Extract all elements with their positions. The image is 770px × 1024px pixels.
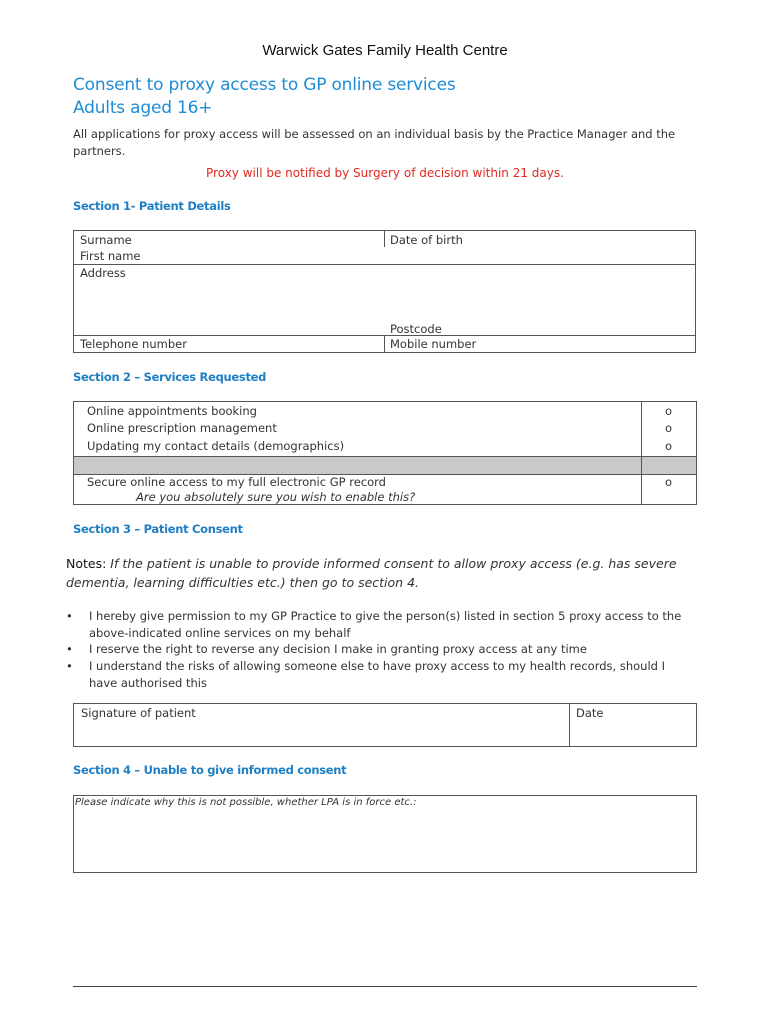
form-subtitle: Adults aged 16+: [73, 98, 213, 118]
reason-prompt: Please indicate why this is not possible, whether LPA is in force etc.:: [75, 797, 417, 808]
col-divider: [384, 231, 385, 247]
section2-heading: Section 2 – Services Requested: [73, 370, 267, 384]
form-title: Consent to proxy access to GP online services: [73, 75, 456, 95]
full-record-confirm: Are you absolutely sure you wish to enable this?: [136, 490, 416, 504]
patient-details-table: [73, 230, 696, 353]
notes-label: Notes:: [66, 556, 107, 571]
address-field[interactable]: Address: [80, 266, 126, 280]
service-appointments: Online appointments booking: [87, 404, 257, 418]
service-full-record-checkbox[interactable]: o: [665, 475, 673, 489]
service-prescriptions-checkbox[interactable]: o: [665, 421, 673, 435]
col-divider: [641, 402, 642, 504]
col-divider: [569, 704, 570, 746]
intro-text: All applications for proxy access will be assessed on an individual basis by the Practice Manager and the partners.: [73, 127, 676, 158]
signature-table: [73, 703, 697, 747]
section3-heading: Section 3 – Patient Consent: [73, 522, 243, 536]
first-name-field[interactable]: First name: [80, 249, 141, 263]
telephone-field[interactable]: Telephone number: [80, 337, 187, 351]
notes-text: If the patient is unable to provide informed consent to allow proxy access (e.g. has severe dementia, learning difficulties etc.) then go to section 4.: [66, 556, 677, 590]
services-table: [73, 401, 697, 505]
dob-field[interactable]: Date of birth: [390, 233, 463, 247]
service-full-record: Secure online access to my full electronic GP record: [87, 475, 386, 489]
consent-notes: [66, 554, 706, 592]
practice-name: Warwick Gates Family Health Centre: [262, 42, 508, 59]
list-item: • I hereby give permission to my GP Practice to give the person(s) listed in section 5 proxy access to the above-indicated online services on my behalf: [66, 609, 682, 640]
surname-field[interactable]: Surname: [80, 233, 132, 247]
postcode-field[interactable]: Postcode: [390, 322, 442, 336]
section4-heading: Section 4 – Unable to give informed consent: [73, 763, 347, 777]
signature-field[interactable]: Signature of patient: [81, 706, 196, 720]
service-appointments-checkbox[interactable]: o: [665, 404, 673, 418]
list-item: • I reserve the right to reverse any decision I make in granting proxy access at any time: [66, 642, 587, 656]
service-demographics: Updating my contact details (demographics): [87, 439, 345, 453]
shaded-row: [74, 456, 696, 474]
row-divider: [74, 264, 695, 265]
section1-heading: Section 1- Patient Details: [73, 199, 231, 213]
date-field[interactable]: Date: [576, 706, 604, 720]
footer-rule: [73, 986, 697, 987]
reason-box[interactable]: [73, 795, 697, 873]
col-divider: [384, 335, 385, 352]
list-item: • I understand the risks of allowing someone else to have proxy access to my health records, should I have authorised this: [66, 659, 665, 690]
service-prescriptions: Online prescription management: [87, 421, 277, 435]
mobile-field[interactable]: Mobile number: [390, 337, 477, 351]
notice-text: Proxy will be notified by Surgery of decision within 21 days.: [206, 166, 564, 180]
service-demographics-checkbox[interactable]: o: [665, 439, 673, 453]
row-divider: [74, 456, 696, 457]
